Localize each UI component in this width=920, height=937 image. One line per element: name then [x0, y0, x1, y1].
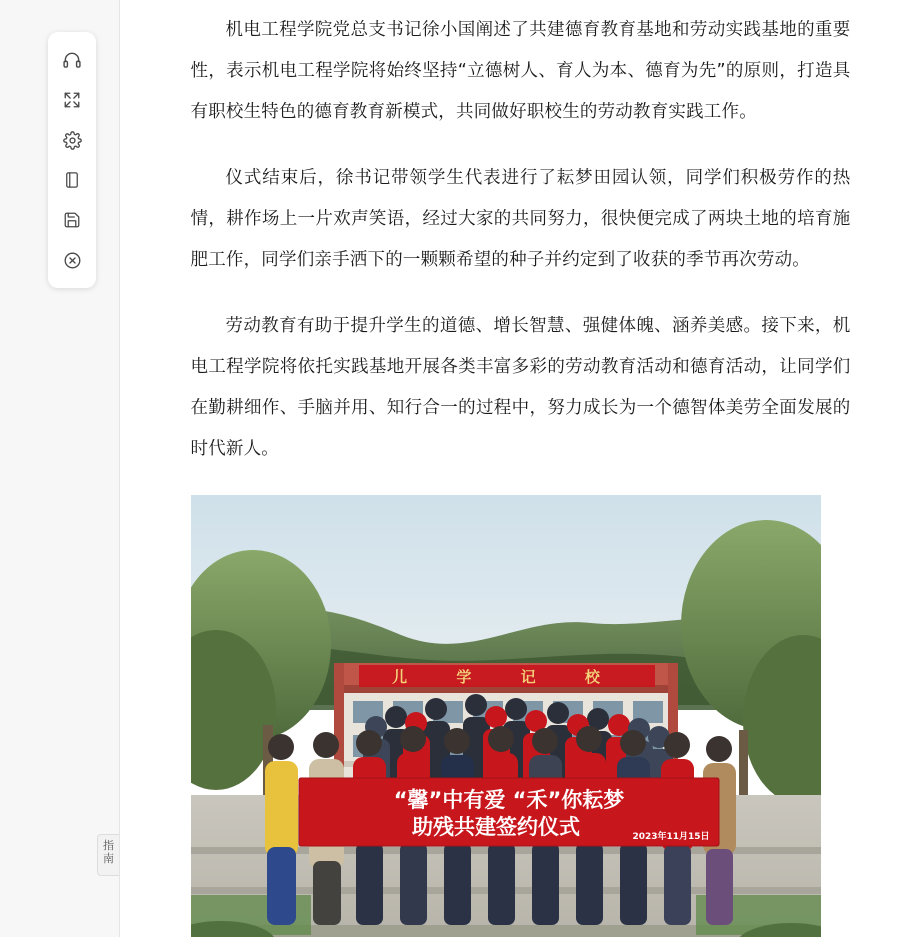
left-sidebar: [0, 0, 120, 937]
save-icon[interactable]: [48, 200, 96, 240]
paragraph: 劳动教育有助于提升学生的道德、增长智慧、强健体魄、涵养美感。接下来，机电工程学院将依托实践基地开展各类丰富多彩的劳动教育活动和德育活动，让同学们在勤耕细作、手脑并用、知行合一的过程中，努力成长为一个德智体美劳全面发展的时代新人。: [190, 316, 851, 459]
svg-text:儿 学 记 校: 儿 学 记 校: [391, 668, 622, 686]
close-circle-icon[interactable]: [48, 240, 96, 280]
gear-icon[interactable]: [48, 120, 96, 160]
guide-tab-line1: 指: [103, 840, 114, 852]
headphones-icon[interactable]: [48, 40, 96, 80]
vertical-scrollbar[interactable]: [913, 0, 919, 260]
banner-date: 2023年11月15日: [631, 832, 710, 842]
banner-line1: “馨”中有爱 “禾”你耘梦: [393, 788, 624, 812]
group-photo: [191, 495, 821, 937]
paragraph: 机电工程学院党总支书记徐小国阐述了共建德育教育基地和劳动实践基地的重要性，表示机电工程学院将始终坚持“立德树人、育人为本、德育为先”的原则，打造具有职校生特色的德育教育新模式，共同做好职校生的劳动教育实践工作。: [190, 20, 851, 122]
document-scroll-area[interactable]: [121, 0, 920, 937]
document-content: [191, 0, 851, 937]
floating-tool-dock: [48, 32, 96, 288]
fullscreen-icon[interactable]: [48, 80, 96, 120]
photo-figure: [191, 495, 821, 937]
paragraph: 仪式结束后，徐书记带领学生代表进行了耘梦田园认领，同学们积极劳作的热情，耕作场上一片欢声笑语，经过大家的共同努力，很快便完成了两块土地的培育施肥工作，同学们亲手洒下的一颗颗希望的种子并约定到了收获的季节再次劳动。: [190, 168, 851, 270]
guide-tab-line2: 南: [103, 852, 114, 865]
book-icon[interactable]: [48, 160, 96, 200]
banner-line2: 助残共建签约仪式: [411, 815, 580, 839]
guide-tab[interactable]: [97, 834, 119, 876]
